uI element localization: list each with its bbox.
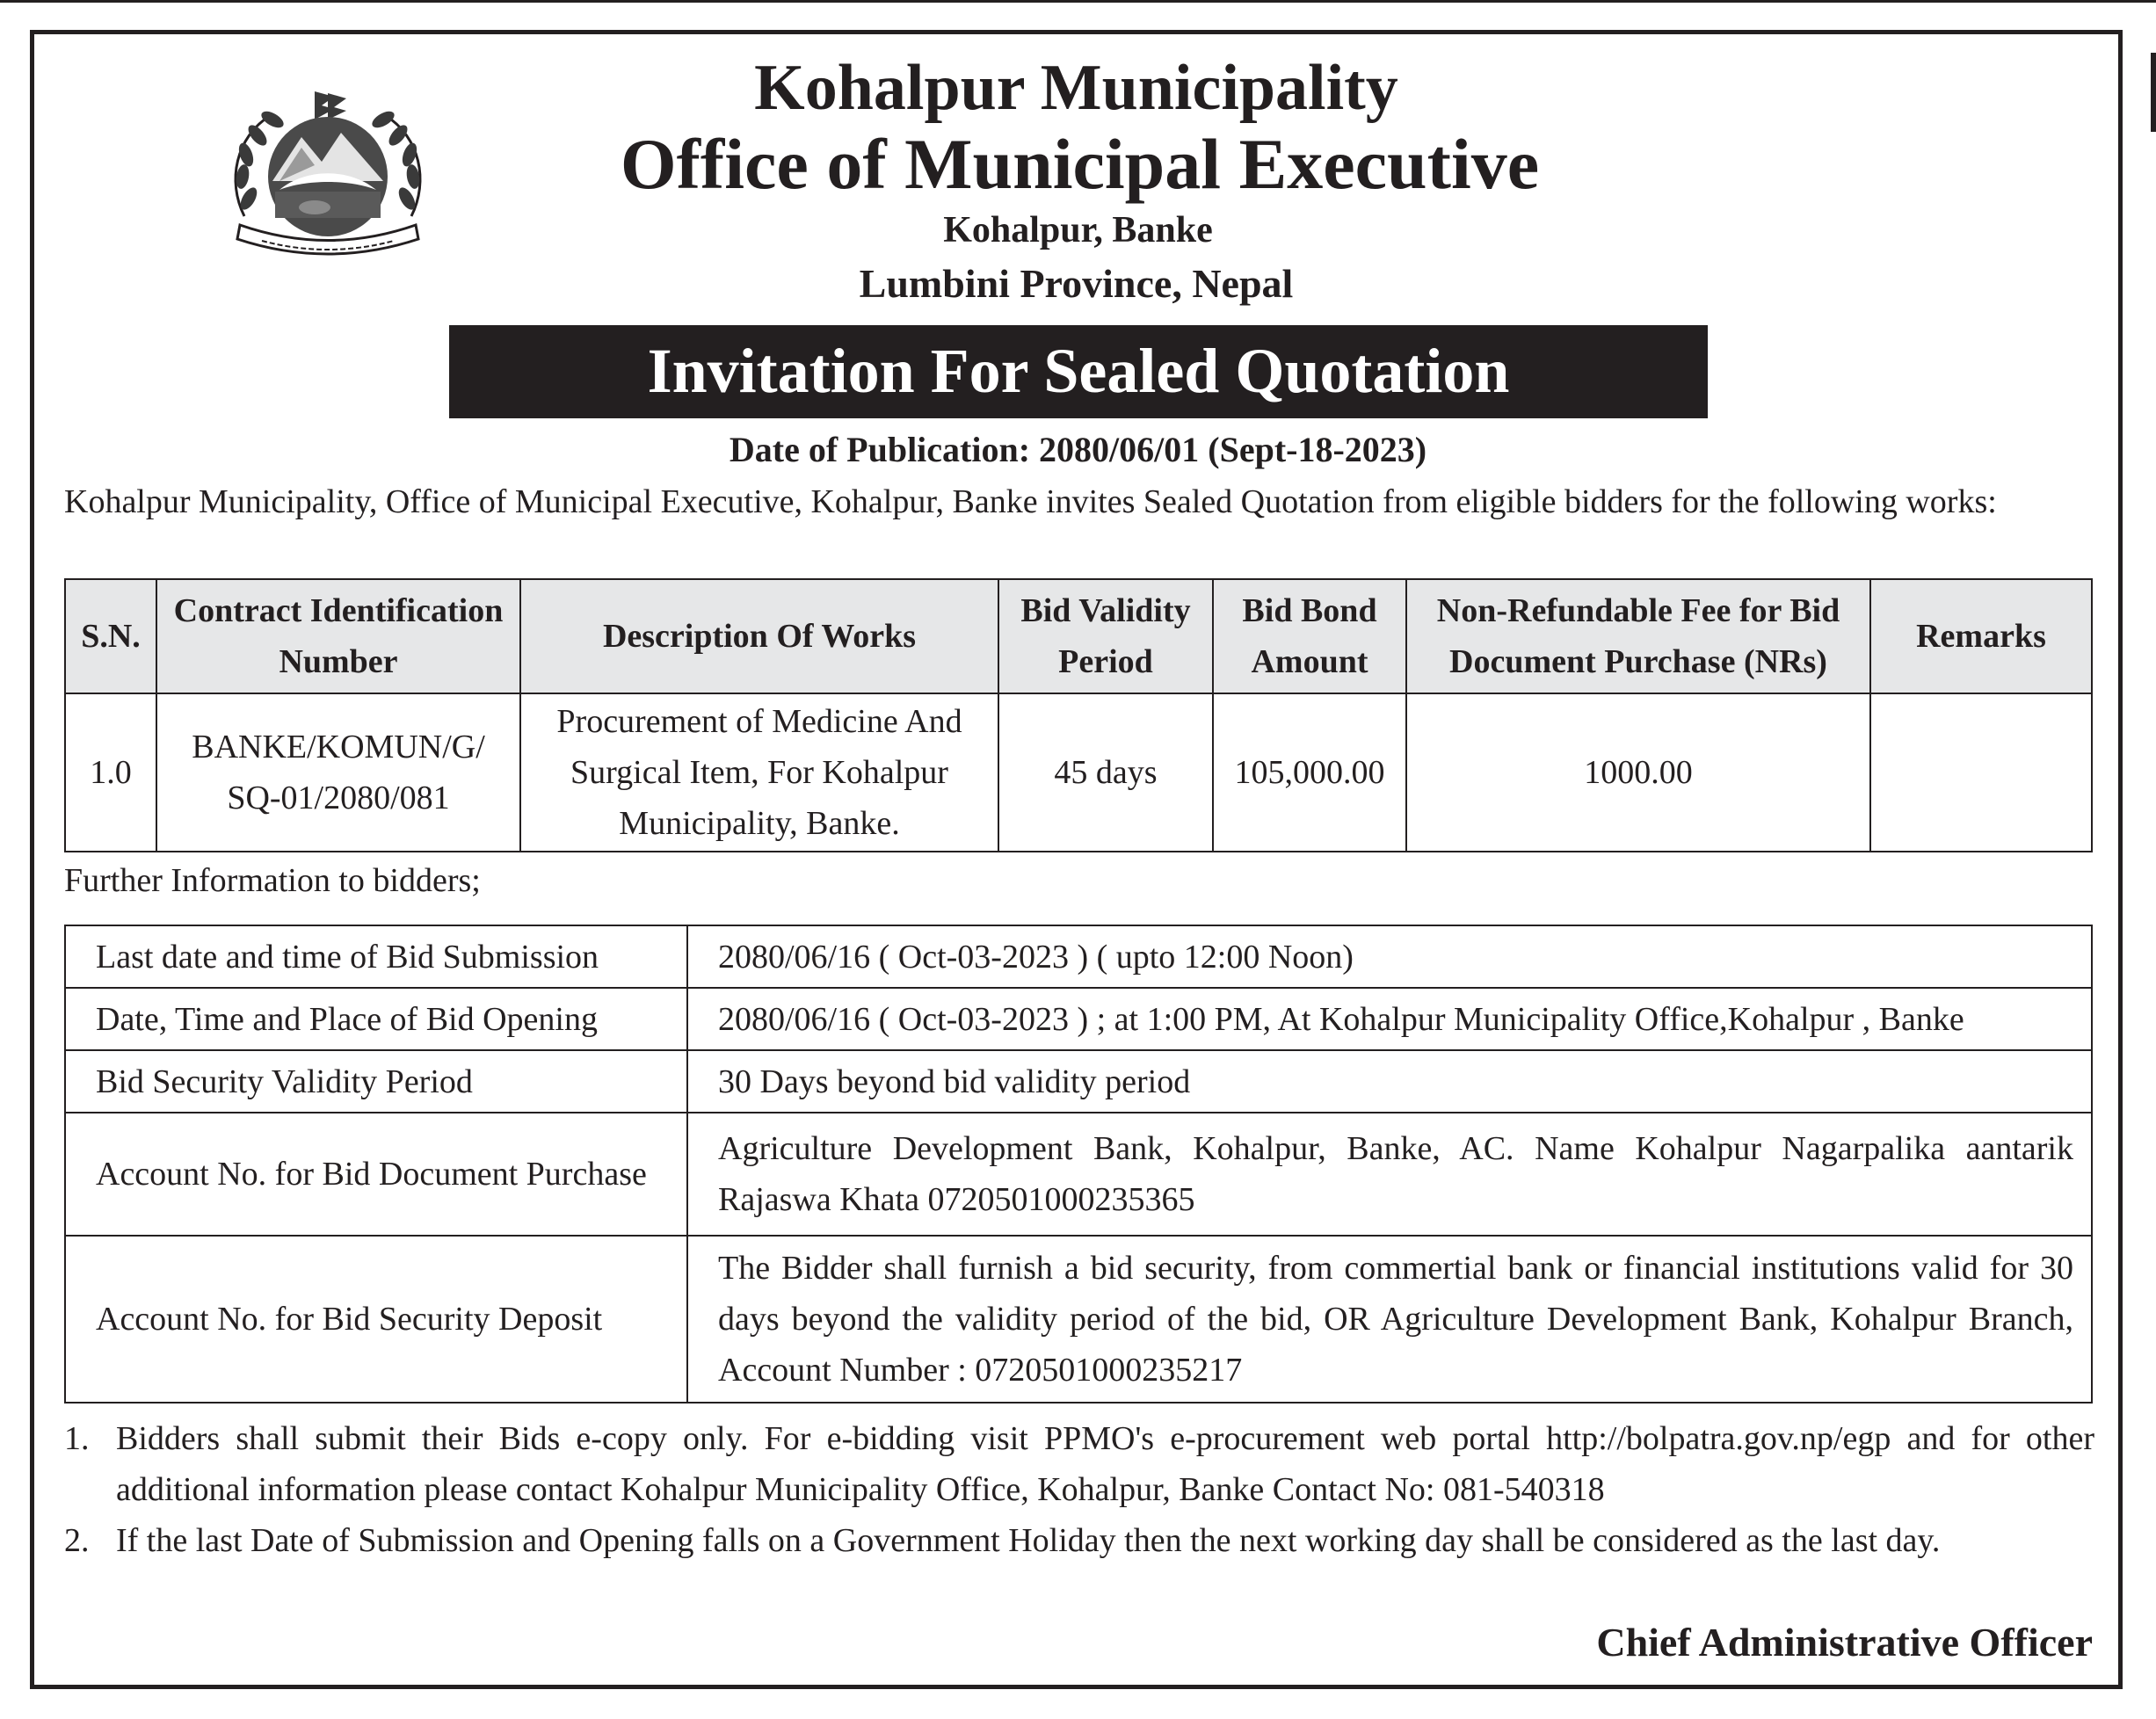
- info-label: Account No. for Bid Security Deposit: [65, 1236, 687, 1403]
- info-value: 30 Days beyond bid validity period: [687, 1050, 2092, 1113]
- info-row: [65, 1050, 2092, 1113]
- office-province: Lumbini Province, Nepal: [859, 261, 1294, 306]
- works-table-header-row: [65, 579, 2092, 693]
- table-row: [65, 693, 2092, 852]
- further-info-table: [64, 925, 2093, 1403]
- header-remarks: Remarks: [1870, 579, 2092, 693]
- works-table: [64, 578, 2093, 852]
- publication-date: Date of Publication: 2080/06/01 (Sept-18-2023): [729, 430, 1427, 469]
- list-item: [64, 1515, 2094, 1566]
- header-description: Description Of Works: [520, 579, 998, 693]
- info-label: Account No. for Bid Document Purchase: [65, 1113, 687, 1236]
- info-value: Agriculture Development Bank, Kohalpur, Banke, AC. Name Kohalpur Nagarpalika aantarik Rajaswa Khata 0720501000235365: [687, 1113, 2092, 1236]
- note-number: 2.: [64, 1522, 90, 1559]
- further-info-heading: Further Information to bidders;: [64, 862, 481, 899]
- note-text: Bidders shall submit their Bids e-copy only. For e-bidding visit PPMO's e-procurement web portal http://bolpatra.gov.np/egp and for other additional information please contact Kohalpur Municipality Office, Kohalpur, Banke Contact No: 081-540318: [116, 1420, 2094, 1508]
- header-bid-validity: Bid Validity Period: [998, 579, 1213, 693]
- info-row: [65, 925, 2092, 988]
- info-label: Last date and time of Bid Submission: [65, 925, 687, 988]
- top-rule: [0, 0, 2156, 3]
- cell-fee: 1000.00: [1406, 693, 1870, 852]
- cell-description: Procurement of Medicine And Surgical Item, For Kohalpur Municipality, Banke.: [520, 693, 998, 852]
- notes-list: [64, 1413, 2094, 1566]
- info-label: Date, Time and Place of Bid Opening: [65, 988, 687, 1050]
- info-value: 2080/06/16 ( Oct-03-2023 ) ; at 1:00 PM, At Kohalpur Municipality Office,Kohalpur , Banke: [687, 988, 2092, 1050]
- info-row: [65, 988, 2092, 1050]
- cell-remarks: [1870, 693, 2092, 852]
- info-row: [65, 1236, 2092, 1403]
- note-text: If the last Date of Submission and Opening falls on a Government Holiday then the next working day shall be considered as the last day.: [116, 1522, 1941, 1559]
- header-contract-id: Contract Identification Number: [156, 579, 520, 693]
- header-bid-bond: Bid Bond Amount: [1213, 579, 1406, 693]
- office-name: Office of Municipal Executive: [620, 124, 1540, 204]
- list-item: [64, 1413, 2094, 1515]
- notice-title-banner: Invitation For Sealed Quotation: [449, 325, 1708, 418]
- municipality-name: Kohalpur Municipality: [754, 52, 1398, 124]
- signature: Chief Administrative Officer: [1596, 1620, 2093, 1665]
- note-number: 1.: [64, 1420, 90, 1457]
- info-value: The Bidder shall furnish a bid security, from commertial bank or financial institutions valid for 30 days beyond the validity period of the bid, OR Agriculture Development Bank, Kohalpur Branch, Account Number : 0720501000235217: [687, 1236, 2092, 1403]
- cell-sn: 1.0: [65, 693, 156, 852]
- header-sn: S.N.: [65, 579, 156, 693]
- info-label: Bid Security Validity Period: [65, 1050, 687, 1113]
- info-value: 2080/06/16 ( Oct-03-2023 ) ( upto 12:00 Noon): [687, 925, 2092, 988]
- info-row: [65, 1113, 2092, 1236]
- cell-bid-bond: 105,000.00: [1213, 693, 1406, 852]
- intro-paragraph: Kohalpur Municipality, Office of Municipal Executive, Kohalpur, Banke invites Sealed Quotation from eligible bidders for the following works:: [64, 483, 1997, 520]
- header-fee: Non-Refundable Fee for Bid Document Purchase (NRs): [1406, 579, 1870, 693]
- cell-contract-id: BANKE/KOMUN/G/ SQ-01/2080/081: [156, 693, 520, 852]
- cell-bid-validity: 45 days: [998, 693, 1213, 852]
- office-city: Kohalpur, Banke: [943, 210, 1213, 250]
